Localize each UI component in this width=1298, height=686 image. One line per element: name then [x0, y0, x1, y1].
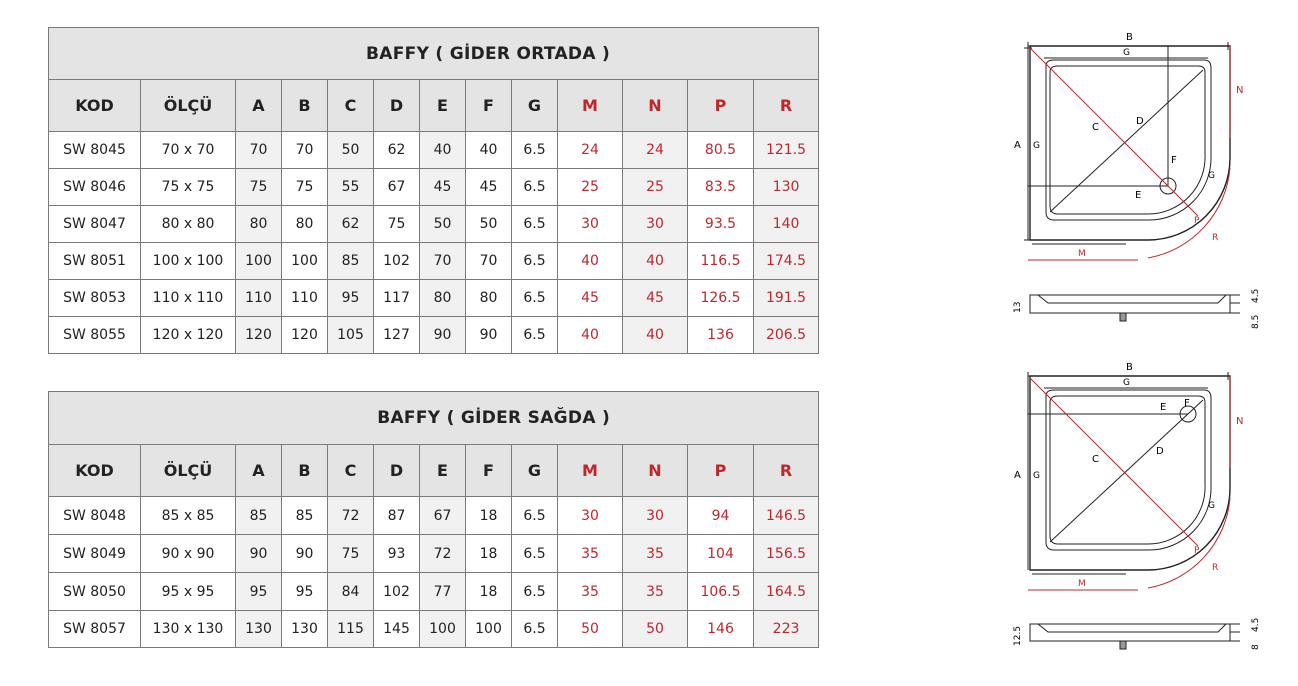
cell-l: 90 x 90	[141, 535, 236, 573]
cell-a: 95	[236, 573, 282, 611]
cell-l: 75 x 75	[141, 169, 236, 206]
label-c: C	[1092, 454, 1099, 465]
label-g-top: G	[1123, 48, 1130, 58]
label-n: N	[1236, 416, 1244, 427]
label-p: P	[1194, 546, 1200, 556]
col-header-g: G	[512, 80, 558, 132]
cell-d: 62	[374, 132, 420, 169]
cell-b: 90	[282, 535, 328, 573]
cell-kod: SW 8045	[49, 132, 141, 169]
label-d: D	[1136, 116, 1144, 127]
table-title: BAFFY ( GİDER ORTADA )	[49, 28, 819, 80]
cell-g: 6.5	[512, 169, 558, 206]
label-g-right: G	[1208, 501, 1215, 511]
col-header-r: R	[754, 80, 819, 132]
cell-c: 95	[328, 280, 374, 317]
col-header-kod: KOD	[49, 445, 141, 497]
cell-g: 6.5	[512, 535, 558, 573]
cell-c: 75	[328, 535, 374, 573]
cell-a: 120	[236, 317, 282, 354]
table-row	[49, 132, 819, 169]
label-r: R	[1212, 233, 1219, 243]
cell-g: 6.5	[512, 206, 558, 243]
cell-l: 70 x 70	[141, 132, 236, 169]
cell-a: 85	[236, 497, 282, 535]
cell-p: 94	[688, 497, 754, 535]
cell-a: 70	[236, 132, 282, 169]
tray-top-view-right-drain	[1008, 362, 1270, 602]
cell-d: 87	[374, 497, 420, 535]
col-header-r: R	[754, 445, 819, 497]
cell-g: 6.5	[512, 280, 558, 317]
cell-n: 24	[623, 132, 688, 169]
cell-m: 35	[558, 535, 623, 573]
cell-a: 100	[236, 243, 282, 280]
cell-kod: SW 8057	[49, 611, 141, 648]
table-row	[49, 497, 819, 535]
cell-m: 25	[558, 169, 623, 206]
cell-kod: SW 8046	[49, 169, 141, 206]
cell-d: 102	[374, 573, 420, 611]
label-f: F	[1184, 398, 1190, 409]
tray-top-view-center-drain	[1008, 28, 1270, 273]
cell-r: 174.5	[754, 243, 819, 280]
cell-g: 6.5	[512, 497, 558, 535]
cell-n: 50	[623, 611, 688, 648]
col-header-m: M	[558, 445, 623, 497]
label-d: D	[1156, 446, 1164, 457]
table-row	[49, 535, 819, 573]
cell-p: 93.5	[688, 206, 754, 243]
cell-kod: SW 8049	[49, 535, 141, 573]
cell-kod: SW 8051	[49, 243, 141, 280]
profile2-bottom: 8	[1251, 644, 1261, 650]
cell-p: 146	[688, 611, 754, 648]
cell-d: 127	[374, 317, 420, 354]
cell-c: 85	[328, 243, 374, 280]
label-b: B	[1126, 32, 1133, 43]
cell-b: 80	[282, 206, 328, 243]
cell-g: 6.5	[512, 573, 558, 611]
cell-f: 70	[466, 243, 512, 280]
label-m: M	[1078, 579, 1086, 589]
label-g-left: G	[1033, 471, 1040, 481]
label-f: F	[1171, 155, 1177, 166]
cell-c: 72	[328, 497, 374, 535]
cell-m: 35	[558, 573, 623, 611]
col-header-d: D	[374, 80, 420, 132]
cell-f: 18	[466, 497, 512, 535]
cell-f: 50	[466, 206, 512, 243]
cell-a: 110	[236, 280, 282, 317]
cell-n: 30	[623, 206, 688, 243]
cell-f: 40	[466, 132, 512, 169]
cell-f: 45	[466, 169, 512, 206]
cell-r: 164.5	[754, 573, 819, 611]
col-header-d: D	[374, 445, 420, 497]
cell-c: 50	[328, 132, 374, 169]
table-row	[49, 573, 819, 611]
cell-b: 75	[282, 169, 328, 206]
label-n: N	[1236, 85, 1244, 96]
cell-f: 18	[466, 573, 512, 611]
cell-p: 106.5	[688, 573, 754, 611]
cell-f: 100	[466, 611, 512, 648]
cell-l: 110 x 110	[141, 280, 236, 317]
cell-m: 40	[558, 243, 623, 280]
cell-e: 45	[420, 169, 466, 206]
profile1-bottom: 8.5	[1251, 314, 1261, 329]
label-e: E	[1135, 190, 1142, 201]
table-row	[49, 206, 819, 243]
cell-d: 93	[374, 535, 420, 573]
cell-e: 100	[420, 611, 466, 648]
cell-p: 136	[688, 317, 754, 354]
cell-kod: SW 8047	[49, 206, 141, 243]
table-row	[49, 611, 819, 648]
cell-b: 110	[282, 280, 328, 317]
col-header-kod: KOD	[49, 80, 141, 132]
label-g-right: G	[1208, 171, 1215, 181]
cell-b: 95	[282, 573, 328, 611]
cell-m: 45	[558, 280, 623, 317]
cell-m: 30	[558, 206, 623, 243]
label-a: A	[1014, 470, 1021, 481]
cell-a: 75	[236, 169, 282, 206]
cell-c: 62	[328, 206, 374, 243]
cell-r: 206.5	[754, 317, 819, 354]
table-row	[49, 280, 819, 317]
cell-g: 6.5	[512, 611, 558, 648]
cell-l: 80 x 80	[141, 206, 236, 243]
profile1-top: 4.5	[1251, 288, 1261, 303]
col-header-a: A	[236, 80, 282, 132]
cell-d: 75	[374, 206, 420, 243]
cell-n: 30	[623, 497, 688, 535]
cell-r: 191.5	[754, 280, 819, 317]
cell-a: 90	[236, 535, 282, 573]
table-row	[49, 317, 819, 354]
cell-n: 25	[623, 169, 688, 206]
cell-a: 80	[236, 206, 282, 243]
cell-kod: SW 8048	[49, 497, 141, 535]
cell-r: 156.5	[754, 535, 819, 573]
col-header-c: C	[328, 445, 374, 497]
col-header-f: F	[466, 445, 512, 497]
label-c: C	[1092, 122, 1099, 133]
col-header-e: E	[420, 80, 466, 132]
cell-n: 35	[623, 535, 688, 573]
cell-e: 67	[420, 497, 466, 535]
cell-e: 77	[420, 573, 466, 611]
col-header-a: A	[236, 445, 282, 497]
cell-m: 40	[558, 317, 623, 354]
profile2-height: 12.5	[1013, 625, 1023, 646]
col-header-b: B	[282, 445, 328, 497]
profile1-height: 13	[1013, 301, 1023, 313]
cell-l: 85 x 85	[141, 497, 236, 535]
cell-l: 95 x 95	[141, 573, 236, 611]
profile2-top: 4.5	[1251, 617, 1261, 632]
cell-c: 84	[328, 573, 374, 611]
cell-n: 40	[623, 317, 688, 354]
cell-b: 70	[282, 132, 328, 169]
col-header-olcu: ÖLÇÜ	[141, 80, 236, 132]
cell-g: 6.5	[512, 132, 558, 169]
spec-table-right-drain	[48, 391, 819, 648]
cell-f: 90	[466, 317, 512, 354]
cell-d: 102	[374, 243, 420, 280]
cell-p: 116.5	[688, 243, 754, 280]
cell-e: 50	[420, 206, 466, 243]
cell-e: 90	[420, 317, 466, 354]
cell-e: 70	[420, 243, 466, 280]
cell-r: 223	[754, 611, 819, 648]
table-row	[49, 243, 819, 280]
cell-c: 115	[328, 611, 374, 648]
cell-r: 121.5	[754, 132, 819, 169]
cell-a: 130	[236, 611, 282, 648]
cell-d: 117	[374, 280, 420, 317]
cell-p: 104	[688, 535, 754, 573]
table-title: BAFFY ( GİDER SAĞDA )	[49, 392, 819, 445]
cell-l: 100 x 100	[141, 243, 236, 280]
label-r: R	[1212, 563, 1219, 573]
cell-kod: SW 8053	[49, 280, 141, 317]
cell-n: 45	[623, 280, 688, 317]
cell-kod: SW 8050	[49, 573, 141, 611]
cell-c: 105	[328, 317, 374, 354]
cell-m: 50	[558, 611, 623, 648]
cell-f: 80	[466, 280, 512, 317]
label-p: P	[1194, 216, 1200, 226]
cell-m: 24	[558, 132, 623, 169]
cell-b: 130	[282, 611, 328, 648]
col-header-m: M	[558, 80, 623, 132]
cell-d: 145	[374, 611, 420, 648]
cell-f: 18	[466, 535, 512, 573]
col-header-n: N	[623, 445, 688, 497]
label-e: E	[1160, 402, 1167, 413]
label-g-top: G	[1123, 378, 1130, 388]
spec-table-center-drain	[48, 27, 819, 354]
cell-n: 35	[623, 573, 688, 611]
cell-c: 55	[328, 169, 374, 206]
cell-l: 120 x 120	[141, 317, 236, 354]
cell-b: 100	[282, 243, 328, 280]
cell-e: 72	[420, 535, 466, 573]
cell-r: 130	[754, 169, 819, 206]
label-a: A	[1014, 140, 1021, 151]
col-header-b: B	[282, 80, 328, 132]
cell-e: 40	[420, 132, 466, 169]
label-g-left: G	[1033, 141, 1040, 151]
tray-side-profile-2	[1008, 616, 1270, 666]
col-header-c: C	[328, 80, 374, 132]
cell-g: 6.5	[512, 243, 558, 280]
label-b: B	[1126, 362, 1133, 373]
tray-side-profile-1	[1008, 287, 1270, 337]
cell-d: 67	[374, 169, 420, 206]
cell-n: 40	[623, 243, 688, 280]
cell-m: 30	[558, 497, 623, 535]
cell-p: 126.5	[688, 280, 754, 317]
col-header-e: E	[420, 445, 466, 497]
cell-l: 130 x 130	[141, 611, 236, 648]
cell-g: 6.5	[512, 317, 558, 354]
cell-e: 80	[420, 280, 466, 317]
cell-r: 146.5	[754, 497, 819, 535]
col-header-p: P	[688, 445, 754, 497]
cell-p: 80.5	[688, 132, 754, 169]
cell-b: 85	[282, 497, 328, 535]
cell-b: 120	[282, 317, 328, 354]
label-m: M	[1078, 249, 1086, 259]
cell-kod: SW 8055	[49, 317, 141, 354]
col-header-f: F	[466, 80, 512, 132]
cell-r: 140	[754, 206, 819, 243]
table-row	[49, 169, 819, 206]
col-header-n: N	[623, 80, 688, 132]
col-header-olcu: ÖLÇÜ	[141, 445, 236, 497]
col-header-g: G	[512, 445, 558, 497]
cell-p: 83.5	[688, 169, 754, 206]
col-header-p: P	[688, 80, 754, 132]
